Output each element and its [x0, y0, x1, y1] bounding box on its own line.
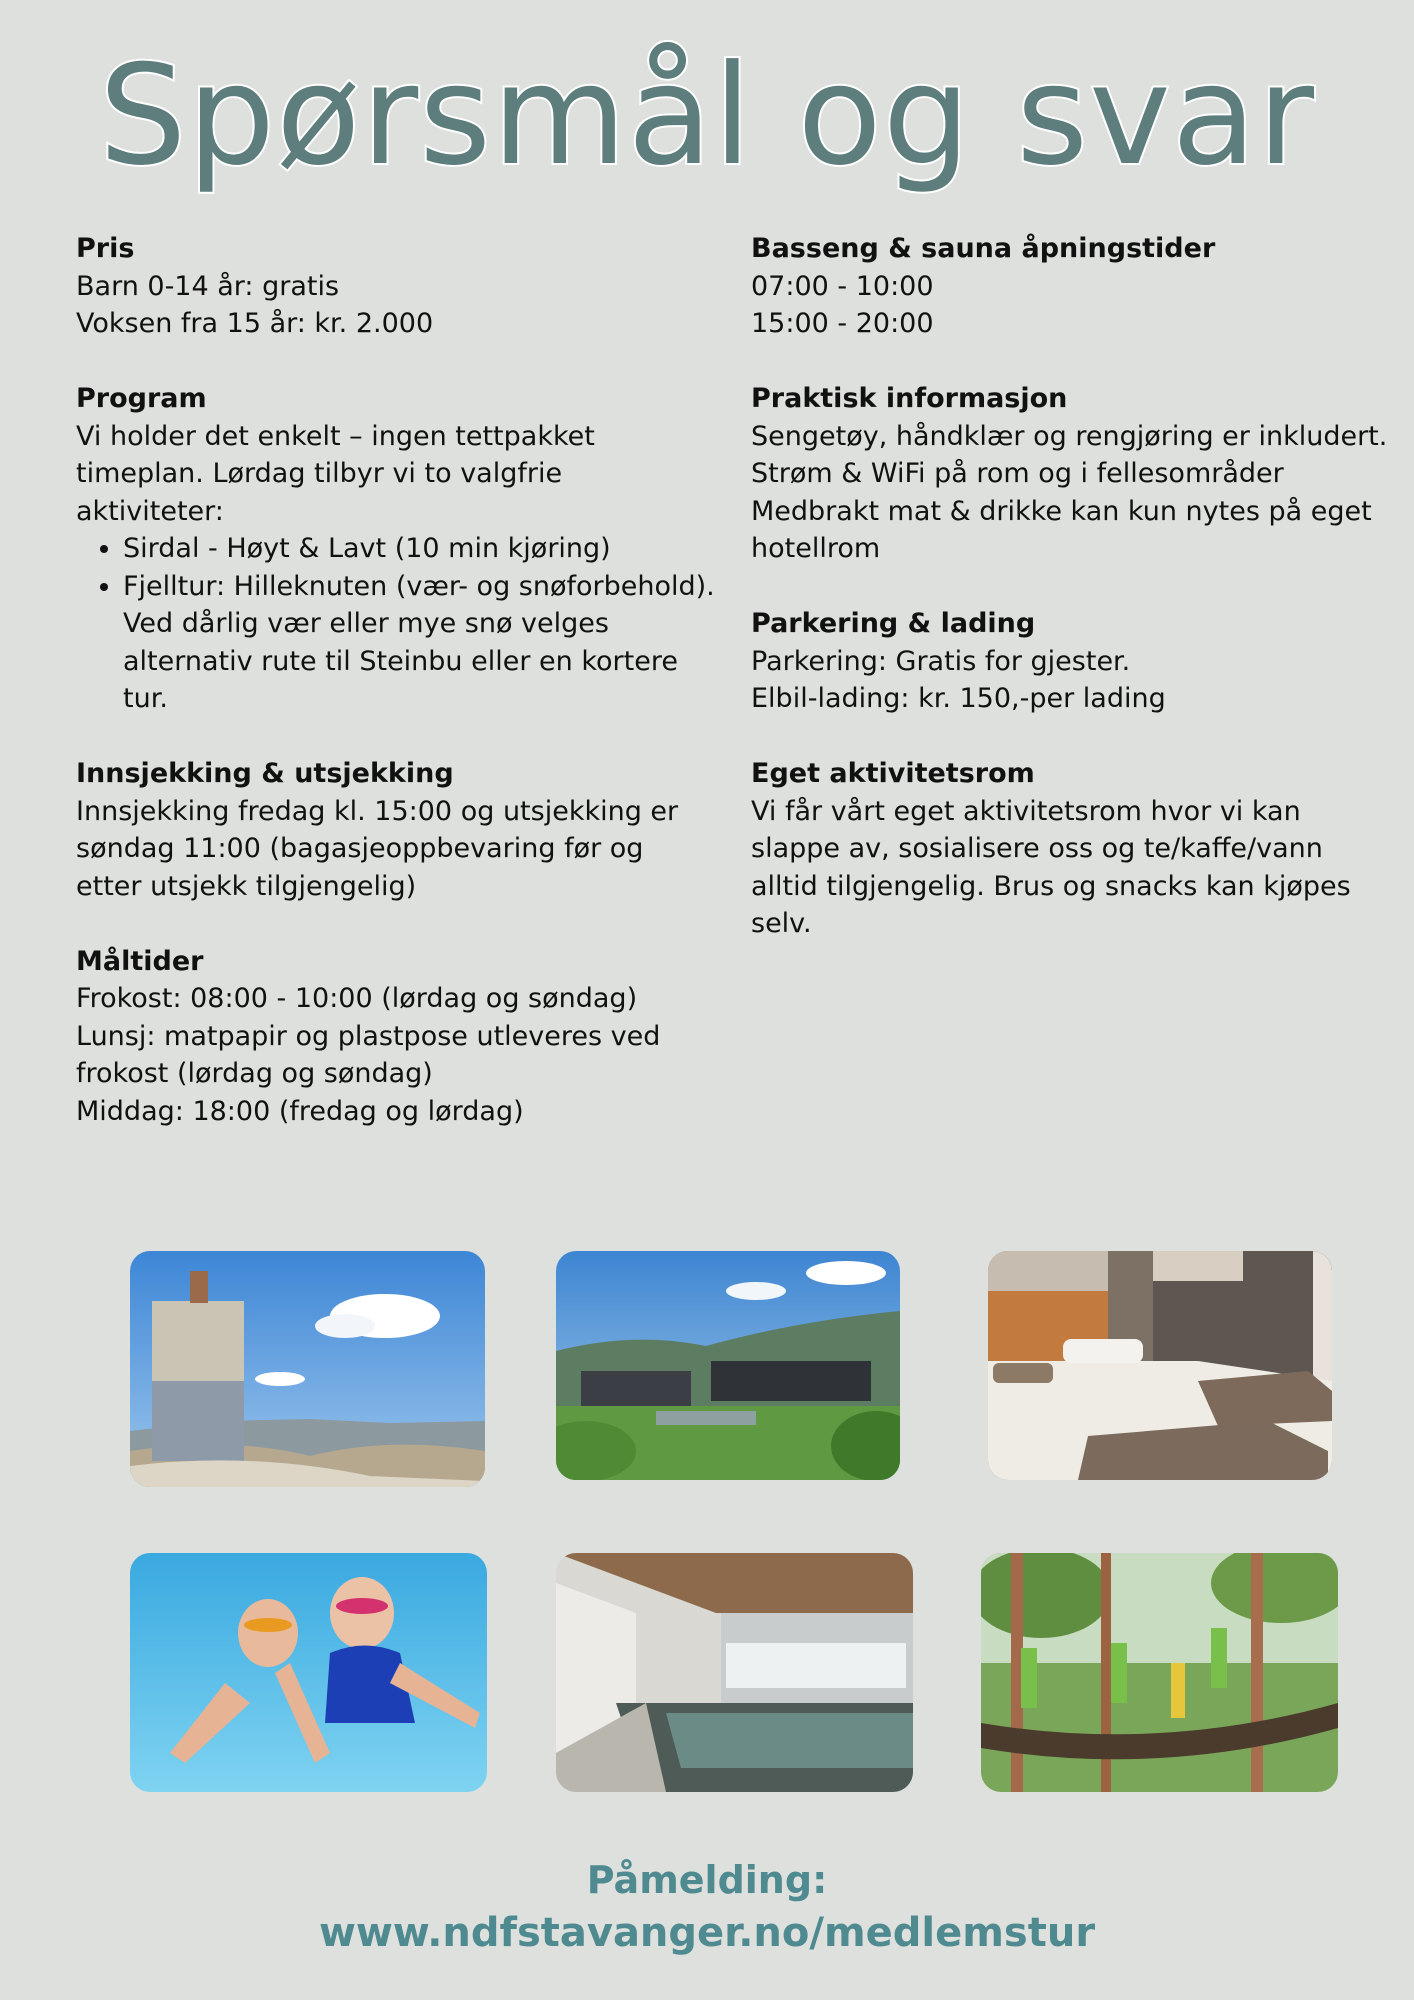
- left-column: [76, 230, 716, 1168]
- activity-list: [76, 530, 716, 718]
- section-praktisk: [751, 380, 1391, 568]
- section-innsjekking: [76, 755, 716, 905]
- section-aktivitetsrom: [751, 755, 1391, 943]
- section-line: Parkering: Gratis for gjester.: [751, 645, 1131, 677]
- photo-indoor-pool: [556, 1553, 913, 1792]
- section-basseng: [751, 230, 1391, 343]
- section-maltider: [76, 943, 716, 1131]
- section-heading: Eget aktivitetsrom: [751, 758, 1035, 789]
- section-line: Innsjekking fredag kl. 15:00 og utsjekking er søndag 11:00 (bagasjeoppbevaring før og etter utsjekk tilgjengelig): [76, 795, 679, 902]
- section-heading: Parkering & lading: [751, 608, 1036, 639]
- section-line: Elbil-lading: kr. 150,-per lading: [751, 683, 1166, 714]
- photo-tower-mountain: [130, 1251, 485, 1487]
- section-heading: Måltider: [76, 945, 204, 977]
- section-heading: Basseng & sauna åpningstider: [751, 233, 1216, 264]
- section-heading: Program: [76, 383, 207, 414]
- photo-hotel-landscape: [556, 1251, 900, 1480]
- section-heading: Innsjekking & utsjekking: [76, 758, 454, 789]
- section-line: Barn 0-14 år: gratis: [76, 270, 340, 302]
- section-line: Frokost: 08:00 - 10:00 (lørdag og søndag): [76, 983, 638, 1014]
- section-program: [76, 380, 716, 718]
- list-item: • Fjelltur: Hilleknuten (vær- og snøforbehold). Ved dårlig vær eller mye snø velges alternativ rute til Steinbu eller en kortere tur.: [123, 568, 716, 718]
- section-intro: Vi holder det enkelt – ingen tettpakket timeplan. Lørdag tilbyr vi to valgfrie aktiviteter:: [76, 420, 595, 527]
- section-line: Lunsj: matpapir og plastpose utleveres ved frokost (lørdag og søndag): [76, 1020, 661, 1089]
- section-line: 07:00 - 10:00: [751, 270, 934, 302]
- section-line: Medbrakt mat & drikke kan kun nytes på eget hotellrom: [751, 495, 1372, 564]
- section-pris: [76, 230, 716, 343]
- section-line: Middag: 18:00 (fredag og lørdag): [76, 1095, 524, 1127]
- list-item: • Sirdal - Høyt & Lavt (10 min kjøring): [123, 530, 716, 568]
- photo-swimming-kids: [130, 1553, 487, 1792]
- section-line: 15:00 - 20:00: [751, 308, 934, 339]
- section-line: Sengetøy, håndklær og rengjøring er inkludert.: [751, 420, 1388, 452]
- page-title: Spørsmål og svar: [98, 35, 1316, 196]
- section-heading: Praktisk informasjon: [751, 383, 1068, 414]
- section-line: Voksen fra 15 år: kr. 2.000: [76, 308, 434, 339]
- registration-url-wrapper: [0, 1910, 1414, 1956]
- section-parkering: [751, 605, 1391, 718]
- section-heading: Pris: [76, 233, 135, 264]
- registration-heading: Påmelding:: [586, 1858, 828, 1902]
- section-line: Strøm & WiFi på rom og i fellesområder: [751, 458, 1284, 489]
- section-line: Vi får vårt eget aktivitetsrom hvor vi kan slappe av, sosialisere oss og te/kaffe/vann alltid tilgjengelig. Brus og snacks kan kjøpes selv.: [751, 795, 1351, 939]
- right-column: [751, 230, 1391, 980]
- registration-label: [0, 1858, 1414, 1902]
- photo-hotel-room: [988, 1251, 1332, 1480]
- registration-url[interactable]: www.ndfstavanger.no/medlemstur: [318, 1910, 1096, 1956]
- photo-climbing-park: [981, 1553, 1338, 1792]
